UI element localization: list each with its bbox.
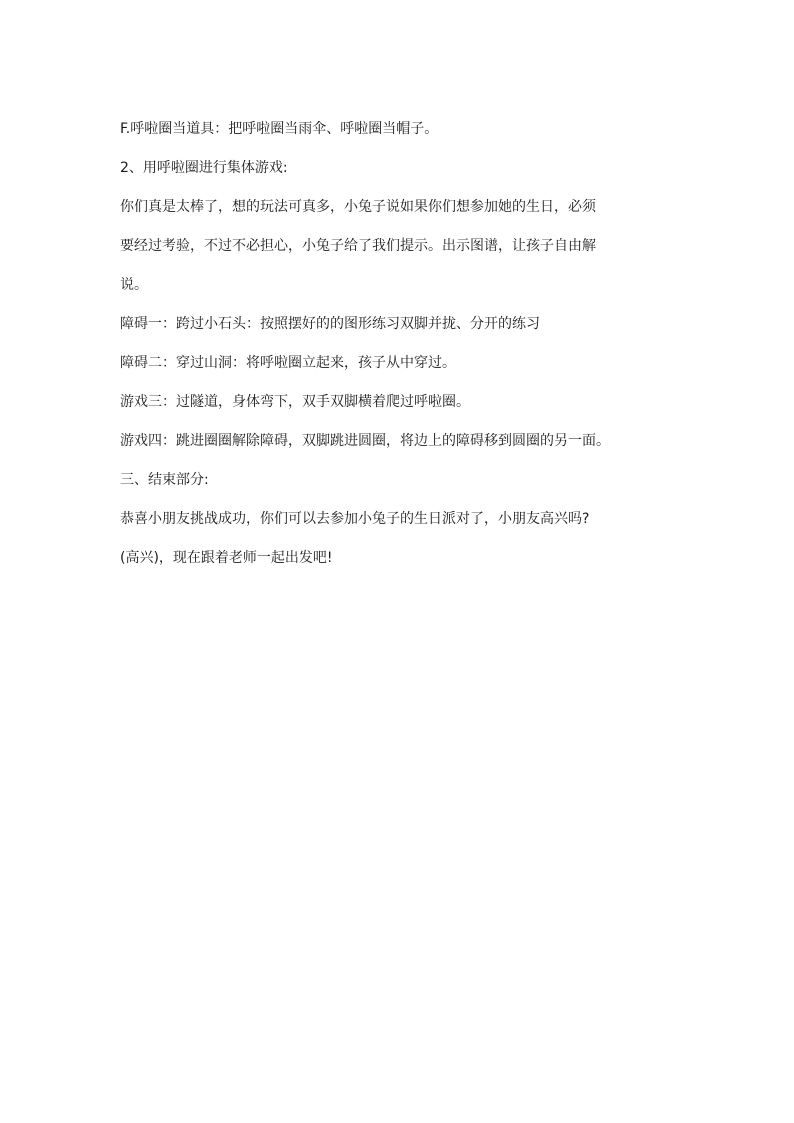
paragraph-ending-line-1: 恭喜小朋友挑战成功，你们可以去参加小兔子的生日派对了，小朋友高兴吗?	[120, 511, 590, 527]
document-body	[120, 110, 680, 578]
paragraph-intro-line-2: 要经过考验，不过不必担心，小兔子给了我们提示。出示图谱，让孩子自由解	[120, 238, 596, 254]
section-heading-group-game: 2、用呼啦圈进行集体游戏:	[120, 160, 288, 176]
paragraph-intro-line-1: 你们真是太棒了，想的玩法可真多，小兔子说如果你们想参加她的生日，必须	[120, 199, 596, 215]
game-four: 游戏四：跳进圈圈解除障碍，双脚跳进圆圈，将边上的障碍移到圆圈的另一面。	[120, 433, 610, 449]
obstacle-two: 障碍二：穿过山洞：将呼啦圈立起来，孩子从中穿过。	[120, 355, 456, 371]
obstacle-one: 障碍一：跨过小石头：按照摆好的的图形练习双脚并拢、分开的练习	[120, 316, 540, 332]
paragraph-intro-line-3: 说。	[120, 277, 148, 293]
paragraph-ending-line-2: (高兴)，现在跟着老师一起出发吧!	[120, 550, 333, 566]
paragraph-props-item-f: F.呼啦圈当道具：把呼啦圈当雨伞、呼啦圈当帽子。	[120, 121, 439, 137]
section-heading-ending: 三、结束部分:	[120, 472, 209, 488]
game-three: 游戏三：过隧道，身体弯下，双手双脚横着爬过呼啦圈。	[120, 394, 470, 410]
